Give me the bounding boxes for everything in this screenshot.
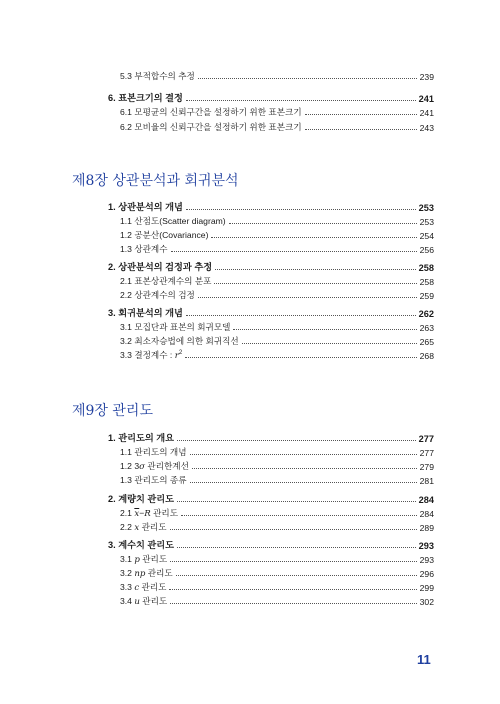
toc-section-label: 2. 상관분석의 검정과 추정: [108, 262, 213, 272]
leader-dots: [185, 357, 416, 358]
toc-section-label: 6. 표본크기의 결정: [108, 93, 183, 103]
leader-dots: [181, 515, 417, 516]
toc-entry-label: [120, 595, 167, 607]
leader-dots: [169, 589, 416, 590]
toc-entry-page: 239: [419, 72, 434, 82]
toc-section-page: 258: [418, 263, 434, 273]
toc-entry-label: 3.1 모집단과 표본의 회귀모델: [120, 322, 231, 332]
label-text: 관리도: [139, 554, 168, 564]
toc-entry: [120, 553, 434, 565]
toc-entry-page: 259: [419, 291, 434, 301]
toc-entry: [120, 275, 434, 287]
leader-dots: [198, 78, 417, 79]
leader-dots: [215, 269, 416, 270]
leader-dots: [170, 529, 417, 530]
toc-entry-page: 254: [419, 231, 434, 241]
leader-dots: [192, 468, 417, 469]
label-text: 1.2 3: [120, 461, 140, 471]
toc-entry: [120, 289, 434, 301]
leader-dots: [186, 100, 416, 101]
math-symbol: R: [144, 509, 151, 519]
toc-entry: [120, 243, 434, 255]
label-text: 관리도: [139, 582, 167, 592]
toc-entry: [120, 567, 434, 579]
label-text: 3.3: [120, 582, 135, 592]
toc-section-label: 1. 상관분석의 개념: [108, 202, 183, 212]
toc-entry-page: 243: [419, 123, 434, 133]
toc-section: [108, 199, 434, 213]
toc-entry-label: 1.2 공분산(Covariance): [120, 230, 209, 240]
toc-section: [108, 491, 434, 505]
leader-dots: [176, 575, 417, 576]
toc-entry: [120, 446, 434, 458]
toc-entry: [120, 70, 434, 82]
toc-entry-page: 258: [419, 277, 434, 287]
toc-entry: [120, 474, 434, 486]
toc-entry-label: 3.2 최소자승법에 의한 회귀직선: [120, 336, 239, 346]
toc-entry-label: 5.3 부적합수의 추정: [120, 71, 195, 81]
leader-dots: [211, 237, 416, 238]
leader-dots: [171, 251, 417, 252]
toc-section-page: 241: [418, 94, 434, 104]
toc-entry-label: [120, 581, 166, 593]
toc-entry-label: 2.1 표본상관계수의 분포: [120, 276, 212, 286]
leader-dots: [177, 440, 416, 441]
chapter-title: 제9장 관리도: [72, 403, 153, 419]
label-text: 2.2: [120, 522, 135, 532]
leader-dots: [177, 501, 416, 502]
toc-entry-label: 2.2 상관계수의 검정: [120, 290, 195, 300]
toc-entry: [120, 121, 434, 133]
toc-entry-page: 289: [419, 523, 434, 533]
leader-dots: [190, 482, 417, 483]
toc-entry-page: 268: [419, 351, 434, 361]
leader-dots: [177, 547, 416, 548]
label-text: 2.1: [120, 508, 135, 518]
toc-section-page: 284: [418, 495, 434, 505]
page-number: 11: [417, 652, 431, 667]
toc-entry-page: 279: [419, 462, 434, 472]
toc-entry-label: [120, 349, 182, 361]
toc-section: [108, 537, 434, 551]
leader-dots: [229, 223, 417, 224]
toc-section: [108, 305, 434, 319]
toc-entry-label: 1.1 산점도(Scatter diagram): [120, 216, 226, 226]
leader-dots: [186, 315, 416, 316]
math-symbol: np: [134, 569, 146, 579]
math-superscript: 2: [178, 350, 183, 357]
toc-section-label: 3. 회귀분석의 개념: [108, 308, 183, 318]
toc-entry: [120, 335, 434, 347]
toc-section: [108, 259, 434, 273]
label-text: 3.2: [120, 568, 135, 578]
toc-entry-label: 6.1 모평균의 신뢰구간을 설정하기 위한 표본크기: [120, 107, 302, 117]
chapter-title: 제8장 상관분석과 회귀분석: [72, 173, 239, 189]
math-symbol: x: [134, 523, 140, 533]
label-text: 3.4: [120, 596, 135, 606]
leader-dots: [190, 454, 417, 455]
leader-dots: [198, 297, 417, 298]
toc-section-page: 253: [418, 203, 434, 213]
toc-entry: [120, 321, 434, 333]
toc-entry-page: 302: [419, 597, 434, 607]
leader-dots: [186, 209, 416, 210]
label-text: 3.1: [120, 554, 135, 564]
toc-section-label: 1. 관리도의 개요: [108, 433, 175, 443]
toc-entry-page: 296: [419, 569, 434, 579]
label-text: 관리도: [150, 508, 179, 518]
math-symbol: c: [134, 583, 140, 593]
toc-entry-page: 281: [419, 476, 434, 486]
toc-entry-label: [120, 460, 189, 472]
toc-entry-label: 6.2 모비율의 신뢰구간을 설정하기 위한 표본크기: [120, 122, 302, 132]
leader-dots: [214, 283, 416, 284]
toc-section: [108, 430, 434, 444]
label-text: 관리한계선: [145, 461, 189, 471]
toc-section-label: 3. 계수치 관리도: [108, 540, 175, 550]
toc-entry: [120, 229, 434, 241]
toc-entry: [120, 581, 434, 593]
toc-entry: [120, 215, 434, 227]
toc-entry-page: 284: [419, 509, 434, 519]
leader-dots: [305, 129, 417, 130]
toc-entry-label: 1.1 관리도의 개념: [120, 447, 187, 457]
toc-section-page: 262: [418, 309, 434, 319]
leader-dots: [242, 343, 417, 344]
toc-entry: [120, 507, 434, 519]
label-text: 관리도: [145, 568, 173, 578]
toc-entry-page: 241: [419, 108, 434, 118]
toc-entry-page: 265: [419, 337, 434, 347]
toc-entry-page: 256: [419, 245, 434, 255]
math-operator: −: [139, 508, 145, 518]
math-symbol: $\overline{x}$: [134, 509, 140, 519]
toc-entry: [120, 595, 434, 607]
math-symbol: p: [134, 555, 140, 565]
toc-entry-label: [120, 507, 178, 519]
toc-entry-page: 253: [419, 217, 434, 227]
toc-entry-label: [120, 567, 173, 579]
toc-entry-label: [120, 521, 167, 533]
toc-section-page: 277: [418, 434, 434, 444]
leader-dots: [170, 603, 416, 604]
toc-entry: [120, 106, 434, 118]
toc-section-page: 293: [418, 541, 434, 551]
label-text: 3.3 결정계수 :: [120, 350, 175, 360]
toc-entry: [120, 521, 434, 533]
toc-section-label: 2. 계량치 관리도: [108, 494, 175, 504]
label-text: 관리도: [139, 522, 167, 532]
math-symbol: σ: [139, 462, 145, 472]
toc-entry-page: 293: [419, 555, 434, 565]
leader-dots: [305, 114, 417, 115]
toc-entry-page: 263: [419, 323, 434, 333]
toc-entry: [120, 460, 434, 472]
toc-entry-page: 277: [419, 448, 434, 458]
toc-entry-label: [120, 553, 167, 565]
toc-section: [108, 90, 434, 104]
leader-dots: [233, 329, 416, 330]
math-symbol: u: [134, 597, 140, 607]
leader-dots: [170, 561, 417, 562]
label-text: 관리도: [139, 596, 168, 606]
toc-entry-label: 1.3 상관계수: [120, 244, 168, 254]
toc-entry-page: 299: [419, 583, 434, 593]
toc-entry: [120, 349, 434, 361]
toc-entry-label: 1.3 관리도의 종류: [120, 475, 187, 485]
math-symbol: r: [174, 351, 179, 361]
